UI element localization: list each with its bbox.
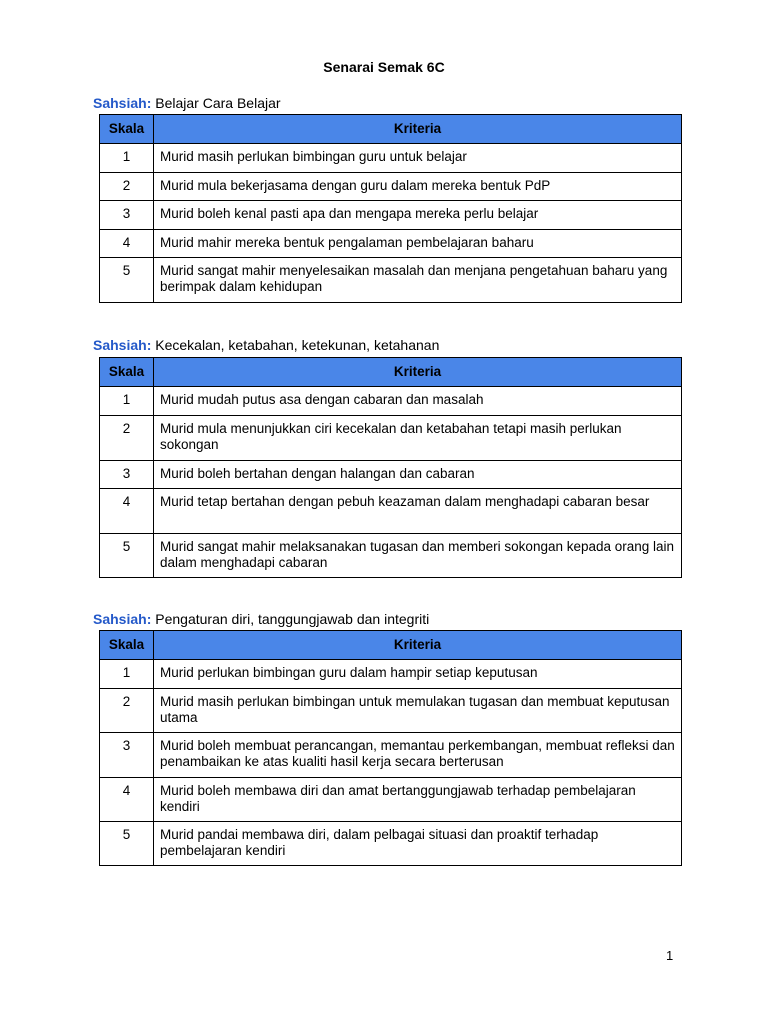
table-row — [100, 230, 682, 258]
criteria-cell: Murid pandai membawa diri, dalam pelbagai situasi dan proaktif terhadap pembelajaran kendiri — [154, 822, 682, 866]
criteria-cell: Murid mula menunjukkan ciri kecekalan dan ketabahan tetapi masih perlukan sokongan — [154, 416, 682, 461]
table-row — [100, 144, 682, 173]
criteria-cell: Murid boleh membuat perancangan, memantau perkembangan, membuat refleksi dan penambaikan ke atas kualiti hasil kerja secara berterusan — [154, 733, 682, 778]
scale-cell: 4 — [100, 778, 154, 822]
section-heading — [93, 95, 281, 111]
section-topic: Belajar Cara Belajar — [155, 95, 281, 111]
table-row — [100, 173, 682, 201]
table-header-row — [100, 358, 682, 387]
table-header-row — [100, 631, 682, 660]
criteria-cell: Murid tetap bertahan dengan pebuh keazaman dalam menghadapi cabaran besar — [154, 489, 682, 534]
table-row — [100, 416, 682, 461]
criteria-table — [99, 630, 682, 866]
table-header-row — [100, 115, 682, 144]
scale-header: Skala — [100, 631, 154, 660]
table-row — [100, 258, 682, 303]
section-heading — [93, 611, 429, 627]
criteria-cell: Murid masih perlukan bimbingan untuk memulakan tugasan dan membuat keputusan utama — [154, 689, 682, 733]
scale-cell: 4 — [100, 230, 154, 258]
scale-cell: 3 — [100, 461, 154, 489]
scale-cell: 2 — [100, 689, 154, 733]
table-row — [100, 489, 682, 534]
scale-cell: 1 — [100, 660, 154, 689]
criteria-header: Kriteria — [154, 631, 682, 660]
criteria-cell: Murid mula bekerjasama dengan guru dalam mereka bentuk PdP — [154, 173, 682, 201]
scale-header: Skala — [100, 115, 154, 144]
table-row — [100, 387, 682, 416]
criteria-cell: Murid mudah putus asa dengan cabaran dan masalah — [154, 387, 682, 416]
scale-cell: 5 — [100, 822, 154, 866]
scale-cell: 2 — [100, 416, 154, 461]
table-row — [100, 534, 682, 578]
page-number: 1 — [666, 948, 674, 963]
scale-cell: 5 — [100, 258, 154, 303]
criteria-cell: Murid boleh membawa diri dan amat bertanggungjawab terhadap pembelajaran kendiri — [154, 778, 682, 822]
table-row — [100, 689, 682, 733]
section-topic: Kecekalan, ketabahan, ketekunan, ketahanan — [155, 337, 440, 353]
scale-cell: 2 — [100, 173, 154, 201]
criteria-header: Kriteria — [154, 358, 682, 387]
scale-cell: 3 — [100, 733, 154, 778]
criteria-table — [99, 357, 682, 578]
criteria-cell: Murid boleh bertahan dengan halangan dan cabaran — [154, 461, 682, 489]
criteria-cell: Murid masih perlukan bimbingan guru untuk belajar — [154, 144, 682, 173]
criteria-cell: Murid sangat mahir menyelesaikan masalah dan menjana pengetahuan baharu yang berimpak dalam kehidupan — [154, 258, 682, 303]
page-title: Senarai Semak 6C — [323, 59, 445, 75]
scale-cell: 1 — [100, 144, 154, 173]
table-row — [100, 733, 682, 778]
scale-cell: 1 — [100, 387, 154, 416]
criteria-table — [99, 114, 682, 303]
section-label: Sahsiah: — [93, 337, 152, 353]
criteria-cell: Murid boleh kenal pasti apa dan mengapa mereka perlu belajar — [154, 201, 682, 230]
criteria-cell: Murid mahir mereka bentuk pengalaman pembelajaran baharu — [154, 230, 682, 258]
section-label: Sahsiah: — [93, 95, 152, 111]
section-label: Sahsiah: — [93, 611, 152, 627]
criteria-cell: Murid sangat mahir melaksanakan tugasan dan memberi sokongan kepada orang lain dalam menghadapi cabaran — [154, 534, 682, 578]
scale-cell: 3 — [100, 201, 154, 230]
scale-header: Skala — [100, 358, 154, 387]
scale-cell: 4 — [100, 489, 154, 534]
table-row — [100, 822, 682, 866]
table-row — [100, 201, 682, 230]
section-topic: Pengaturan diri, tanggungjawab dan integriti — [155, 611, 430, 627]
criteria-header: Kriteria — [154, 115, 682, 144]
table-row — [100, 461, 682, 489]
table-row — [100, 660, 682, 689]
criteria-cell: Murid perlukan bimbingan guru dalam hampir setiap keputusan — [154, 660, 682, 689]
table-row — [100, 778, 682, 822]
section-heading — [93, 337, 439, 353]
scale-cell: 5 — [100, 534, 154, 578]
